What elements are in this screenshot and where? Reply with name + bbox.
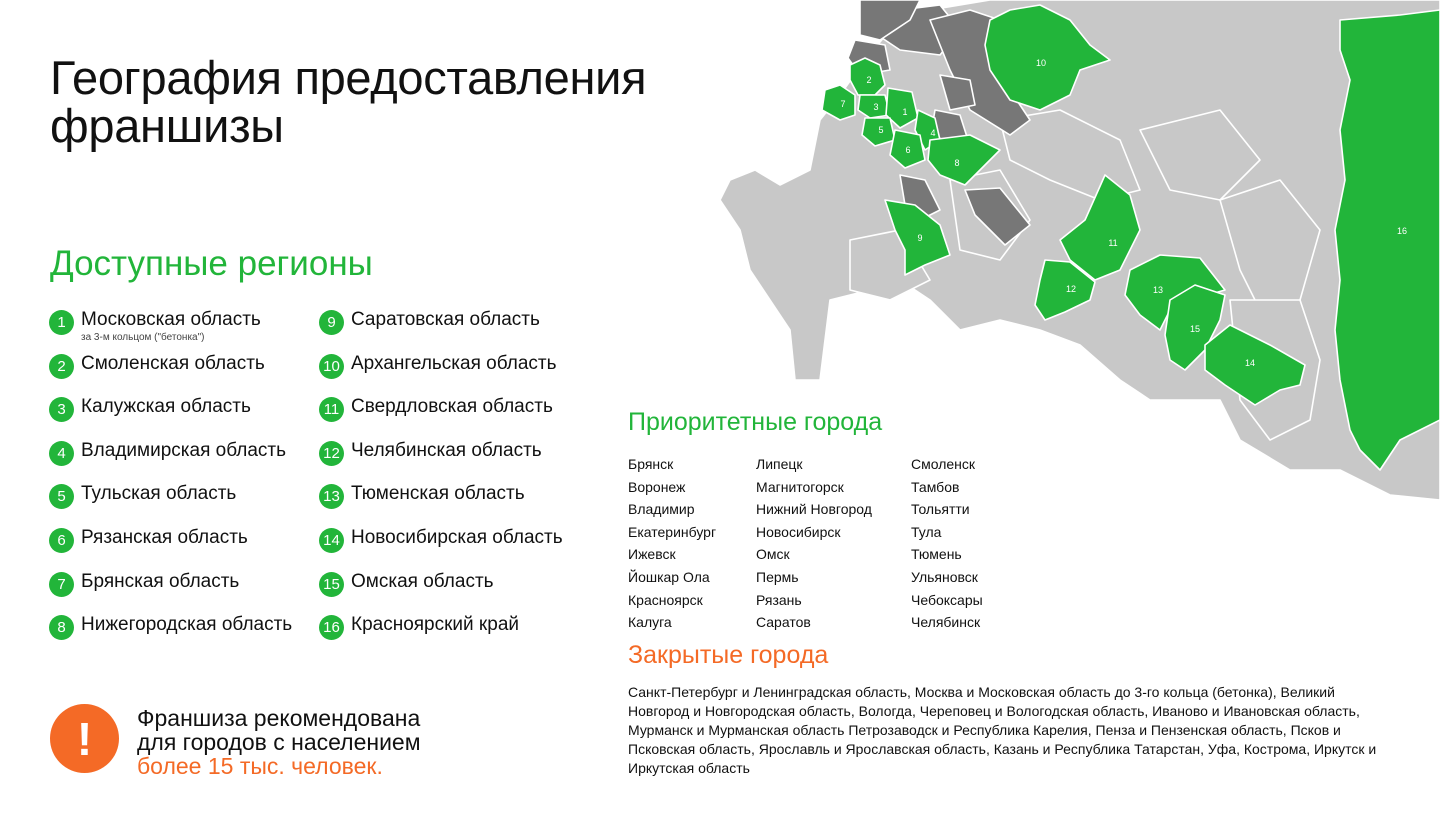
priority-city: Ижевск xyxy=(628,546,676,563)
map-label-7: 7 xyxy=(840,99,846,109)
region-number-badge: 4 xyxy=(49,441,74,466)
map-label-12: 12 xyxy=(1065,284,1077,294)
priority-city: Омск xyxy=(756,546,790,563)
region-item-12 xyxy=(319,440,542,466)
region-item-2 xyxy=(49,353,265,379)
region-name: Рязанская область xyxy=(81,527,248,548)
map-label-13: 13 xyxy=(1152,285,1164,295)
region-number-badge: 6 xyxy=(49,528,74,553)
map-label-8: 8 xyxy=(954,158,960,168)
note-line-2: для городов с населением xyxy=(137,729,421,755)
priority-city: Рязань xyxy=(756,591,802,608)
priority-city: Саратов xyxy=(756,614,811,631)
region-item-10 xyxy=(319,353,557,379)
region-number-badge: 8 xyxy=(49,615,74,640)
region-number-badge: 10 xyxy=(319,354,344,379)
region-item-11 xyxy=(319,396,553,422)
note-line-1: Франшиза рекомендована xyxy=(137,705,421,731)
map-label-16: 16 xyxy=(1396,226,1408,236)
region-item-3 xyxy=(49,396,251,422)
region-text xyxy=(81,614,292,636)
map-label-3: 3 xyxy=(873,102,879,112)
population-note xyxy=(137,706,421,778)
region-number-badge: 11 xyxy=(319,397,344,422)
region-number-badge: 1 xyxy=(49,310,74,335)
map-label-6: 6 xyxy=(905,145,911,155)
region-name: Калужская область xyxy=(81,396,251,418)
region-name: Тульская область xyxy=(81,483,237,505)
page-title: География предоставления франшизы xyxy=(50,51,647,152)
priority-city: Йошкар Ола xyxy=(628,569,710,585)
priority-city: Тюмень xyxy=(911,546,962,563)
region-text xyxy=(351,353,557,375)
region-text xyxy=(351,396,553,418)
region-text xyxy=(351,483,525,505)
priority-cities-heading: Приоритетные города xyxy=(628,408,883,436)
priority-city: Новосибирск xyxy=(756,523,841,540)
region-text xyxy=(351,309,540,331)
region-item-9 xyxy=(319,309,540,335)
priority-city: Екатеринбург xyxy=(628,523,717,540)
region-text xyxy=(81,309,261,343)
closed-cities-text: Санкт-Петербург и Ленинградская область, Москва и Московская область до 3-го кольца (бетонка), Великий Новгород и Новгородская область, Вологда, Череповец и Вологодская область, Иваново и Ивановская область, Мурманск и Мурманская область Петрозаводск и Республика Карелия, Пенза и Пензенская область, Псков и Псковская область, Ярославль и Ярославская область, Казань и Республика Татарстан, Уфа, Кострома, Иркутск и Иркутская область xyxy=(628,684,1377,776)
region-text xyxy=(81,571,239,593)
region-text xyxy=(81,440,286,462)
map-label-15: 15 xyxy=(1189,324,1201,334)
region-number-badge: 15 xyxy=(319,572,344,597)
map-region-16 xyxy=(1335,10,1440,470)
priority-city: Владимир xyxy=(628,501,695,518)
region-item-7 xyxy=(49,571,239,597)
priority-city: Магнитогорск xyxy=(756,478,844,495)
region-name: Челябинская область xyxy=(351,439,542,461)
region-name: Свердловская область xyxy=(351,396,553,418)
map-label-11: 11 xyxy=(1108,238,1118,248)
region-item-5 xyxy=(49,483,236,509)
region-name: Красноярский край xyxy=(351,614,519,636)
region-text xyxy=(351,527,563,549)
priority-city: Ульяновск xyxy=(911,569,978,585)
map-label-10: 10 xyxy=(1035,58,1047,68)
region-name: Новосибирская область xyxy=(351,527,563,548)
exclamation-icon: ! xyxy=(50,704,119,773)
region-name: Саратовская область xyxy=(351,309,540,330)
region-text xyxy=(81,396,251,418)
region-text xyxy=(351,614,519,636)
region-item-16 xyxy=(319,614,519,640)
region-text xyxy=(81,483,236,505)
priority-city: Смоленск xyxy=(911,456,976,472)
region-number-badge: 7 xyxy=(49,572,74,597)
region-item-14 xyxy=(319,527,563,553)
map-label-9: 9 xyxy=(917,233,923,243)
region-name: Нижегородская область xyxy=(81,614,293,636)
available-regions-heading: Доступные регионы xyxy=(50,244,373,283)
priority-city: Тольятти xyxy=(911,501,970,518)
region-number-badge: 2 xyxy=(49,354,74,379)
region-name: Московская область xyxy=(81,309,261,330)
region-text xyxy=(81,527,248,549)
priority-city: Челябинск xyxy=(911,614,981,631)
region-name: Тюменская область xyxy=(351,483,525,505)
region-item-1 xyxy=(49,309,261,343)
region-number-badge: 3 xyxy=(49,397,74,422)
map-label-14: 14 xyxy=(1244,358,1256,368)
region-number-badge: 9 xyxy=(319,310,344,335)
priority-city: Калуга xyxy=(628,614,672,631)
priority-city: Пермь xyxy=(756,569,799,585)
priority-city: Воронеж xyxy=(628,478,686,495)
region-item-4 xyxy=(49,440,286,466)
note-line-3: более 15 тыс. человек. xyxy=(137,753,383,779)
region-item-6 xyxy=(49,527,248,553)
priority-city: Липецк xyxy=(756,456,803,472)
map-label-4: 4 xyxy=(930,128,936,138)
priority-city: Чебоксары xyxy=(911,591,983,608)
priority-city: Нижний Новгород xyxy=(756,501,872,518)
region-note: за 3-м кольцом ("бетонка") xyxy=(81,332,205,343)
priority-city: Тамбов xyxy=(911,478,960,495)
map-label-1: 1 xyxy=(902,107,908,117)
region-number-badge: 13 xyxy=(319,484,344,509)
region-number-badge: 16 xyxy=(319,615,344,640)
priority-city: Тула xyxy=(911,523,942,540)
region-name: Смоленская область xyxy=(81,352,265,374)
priority-city: Брянск xyxy=(628,456,674,472)
region-name: Архангельская область xyxy=(351,352,557,374)
region-text xyxy=(351,571,494,593)
region-item-8 xyxy=(49,614,292,640)
region-text xyxy=(81,353,265,375)
region-item-13 xyxy=(319,483,525,509)
map-label-5: 5 xyxy=(878,125,884,135)
region-item-15 xyxy=(319,571,494,597)
closed-cities-heading: Закрытые города xyxy=(628,641,829,669)
region-text xyxy=(351,440,542,462)
map-label-2: 2 xyxy=(866,75,872,85)
region-name: Брянская область xyxy=(81,570,240,592)
region-name: Омская область xyxy=(351,570,494,592)
region-number-badge: 12 xyxy=(319,441,344,466)
region-name: Владимирская область xyxy=(81,439,286,461)
priority-city: Красноярск xyxy=(628,591,703,608)
region-number-badge: 14 xyxy=(319,528,344,553)
region-number-badge: 5 xyxy=(49,484,74,509)
